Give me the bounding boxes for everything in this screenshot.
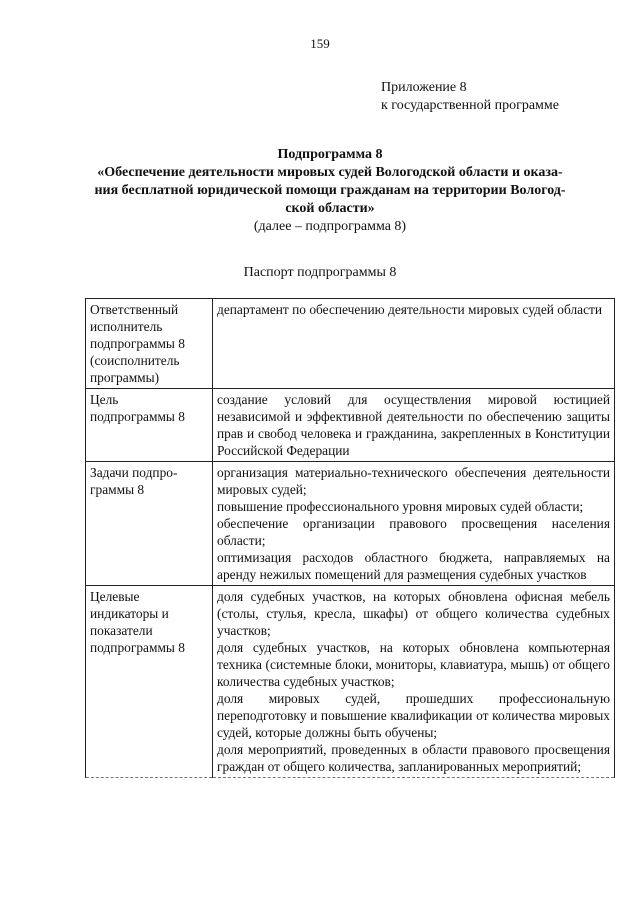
content-paragraph: доля мировых судей, прошедших профессиональную переподготовку и повышение квалификации от количества мировых судей, которые должны быть обучены; bbox=[217, 691, 610, 740]
appendix-note bbox=[381, 79, 559, 115]
subprogram-heading bbox=[70, 146, 590, 236]
content-paragraph: повышение профессионального уровня мировых судей области; bbox=[217, 499, 584, 514]
table-row bbox=[86, 389, 615, 462]
content-paragraph: обеспечение организации правового просвещения населения области; bbox=[217, 516, 610, 548]
heading-note: (далее – подпрограмма 8) bbox=[253, 219, 407, 234]
label-line: Целевые bbox=[90, 589, 140, 604]
row-content bbox=[213, 586, 615, 778]
heading-line-4: ской области» bbox=[285, 201, 375, 216]
label-line: подпрограммы 8 bbox=[90, 640, 185, 655]
label-line: (соисполнитель bbox=[90, 353, 180, 368]
content-paragraph: оптимизация расходов областного бюджета, направляемых на аренду нежилых помещений для размещения судебных участков bbox=[217, 550, 610, 582]
row-label bbox=[86, 389, 213, 462]
passport-title: Паспорт подпрограммы 8 bbox=[243, 265, 397, 280]
content-paragraph: департамент по обеспечению деятельности мировых судей области bbox=[217, 302, 603, 317]
appendix-line-1: Приложение 8 bbox=[381, 80, 467, 95]
heading-line-3: ния бесплатной юридической помощи гражданам на территории Вологод- bbox=[94, 183, 566, 198]
heading-line-1: Подпрограмма 8 bbox=[277, 147, 383, 162]
row-label bbox=[86, 299, 213, 389]
label-line: подпрограммы 8 bbox=[90, 409, 185, 424]
table-row bbox=[86, 462, 615, 586]
label-line: Задачи подпро- bbox=[90, 465, 178, 480]
label-line: Цель bbox=[90, 392, 119, 407]
label-line: подпрограммы 8 bbox=[90, 336, 185, 351]
heading-line-2: «Обеспечение деятельности мировых судей Вологодской области и оказа- bbox=[97, 165, 563, 180]
passport-table bbox=[85, 298, 615, 778]
row-content bbox=[213, 462, 615, 586]
label-line: Ответственный bbox=[90, 302, 179, 317]
content-paragraph: доля судебных участков, на которых обновлена офисная мебель (столы, стулья, кресла, шкафы) от общего количества судебных участков; bbox=[217, 589, 610, 638]
content-paragraph: создание условий для осуществления мировой юстицией независимой и эффективной деятельности по обеспечению защиты прав и свобод человека и гражданина, закрепленных в Конституции Российской Федерации bbox=[217, 392, 610, 458]
label-line: исполнитель bbox=[90, 319, 163, 334]
row-label bbox=[86, 586, 213, 778]
appendix-line-2: к государственной программе bbox=[381, 98, 559, 113]
table-row bbox=[86, 586, 615, 778]
label-line: индикаторы и bbox=[90, 606, 169, 621]
row-label bbox=[86, 462, 213, 586]
row-content bbox=[213, 389, 615, 462]
content-paragraph: доля мероприятий, проведенных в области правового просвещения граждан от общего количества, запланированных мероприятий; bbox=[217, 742, 610, 774]
label-line: показатели bbox=[90, 623, 153, 638]
table-row bbox=[86, 299, 615, 389]
label-line: граммы 8 bbox=[90, 482, 145, 497]
content-paragraph: организация материально-технического обеспечения деятельности мировых судей; bbox=[217, 465, 610, 497]
content-paragraph: доля судебных участков, на которых обновлена компьютерная техника (системные блоки, мониторы, клавиатура, мышь) от общего количества судебных участков; bbox=[217, 640, 610, 689]
row-content bbox=[213, 299, 615, 389]
page-number: 159 bbox=[310, 36, 330, 51]
label-line: программы) bbox=[90, 370, 160, 385]
